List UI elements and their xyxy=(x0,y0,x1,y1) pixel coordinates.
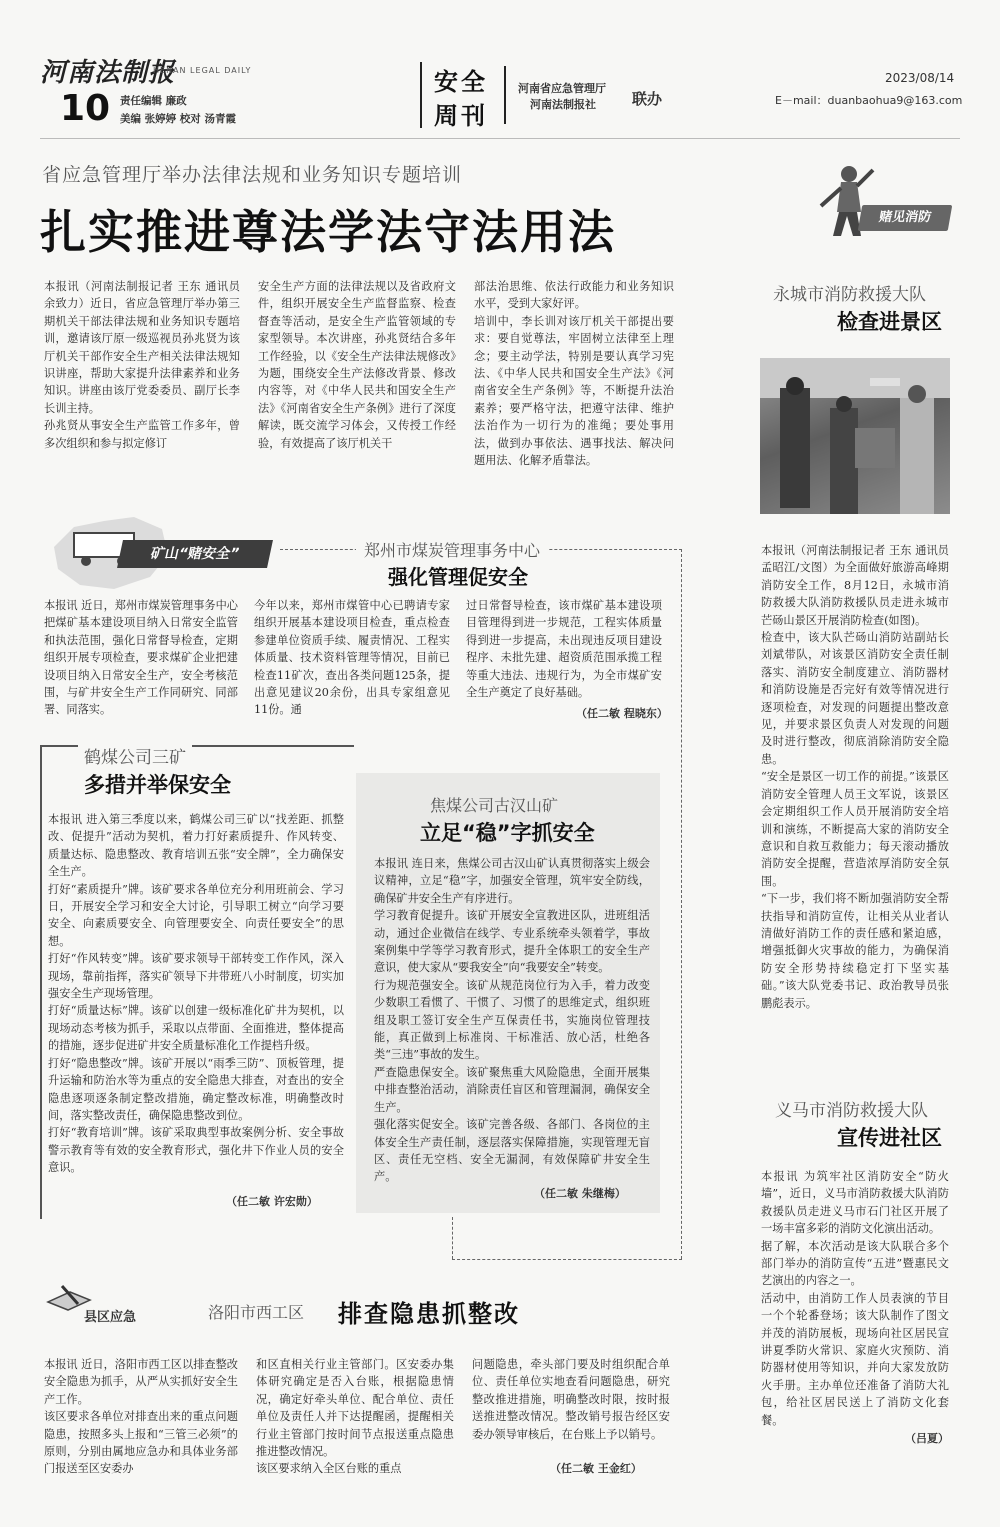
county-col-3: 问题隐患，牵头部门要及时组织配合单位、责任单位实地查看问题隐患，研究整改推进措施，明确整改时限，按时报送推进整改情况。整改销号报告经区安委办领导审核后，在台账上予以销号。 xyxy=(472,1358,670,1441)
mine-story2-headline: 多措并举保安全 xyxy=(84,773,231,797)
mine-story2-author: （任二敏 许宏勋） xyxy=(226,1195,318,1208)
partner-1: 河南省应急管理厅 xyxy=(518,82,606,95)
county-org: 洛阳市西工区 xyxy=(208,1303,305,1322)
email: E－mail：duanbaohua9@163.com xyxy=(775,94,963,107)
section-divider xyxy=(420,62,422,128)
mine-dashed-frame-right xyxy=(681,549,682,1259)
fire-story1-headline: 检查进景区 xyxy=(837,310,942,334)
mine-story1-author: （任二敏 程晓东） xyxy=(576,707,668,720)
mine-story1-org: 郑州市煤炭管理事务中心 xyxy=(356,538,548,561)
mine-badge: 矿山“赌安全” xyxy=(117,540,273,568)
section-title-2: 周刊 xyxy=(434,102,488,130)
main-col-1: 本报讯（河南法制报记者 王东 通讯员 余致力）近日，省应急管理厅举办第三期机关干部法律法规和业务知识专题培训，邀请该厅原一级巡视员孙兆贤为该厅机关干部作安全生产相关法律法规知识讲座，帮助大家提升法律素养和业务知识。讲座由该厅党委委员、副厅长李长训主持。 孙兆贤从事安全生产监管工作多年，曾多次组织和参与拟定修订 xyxy=(44,280,240,450)
fire-story2-text: 本报讯 为筑牢社区消防安全“防火墙”，近日，义马市消防救援大队消防救援队员走进义马市石门社区开展了一场丰富多彩的消防文化演出活动。 据了解，本次活动是该大队联合多个部门举办的消防宣传“五进”暨惠民文艺演出的内容之一。 活动中，由消防工作人员表演的节目一个个轮番登场；该大队制作了图文并茂的消防展板，现场向社区居民宣讲夏季防火常识、家庭火灾预防、消防器材使用等知识，并向大家发放防火手册。主办单位还准备了消防大礼包，给社区居民送上了消防文化套餐。 xyxy=(761,1170,949,1427)
county-region xyxy=(40,1270,740,1510)
masthead-rule xyxy=(40,138,960,139)
main-col-3: 部法治思维、依法行政能力和业务知识水平，受到大家好评。 培训中，李长训对该厅机关干部提出要求：要自觉尊法，牢固树立法律至上理念；要主动学法，特别是要认真学习宪法、《中华人民共和国安全生产法》《河南省安全生产条例》等，不断提升法治素养；要严格守法，把遵守法律、维护法治作为一切行为的准绳；要处事用法，做到办事依法、遇事找法、解决问题用法、化解矛盾靠法。 xyxy=(474,280,674,468)
fire-story1-text: 本报讯（河南法制报记者 王东 通讯员 孟昭江/文图）为全面做好旅游高峰期消防安全工作，8月12日，永城市消防救援大队消防救援队员走进永城市芒砀山景区开展消防检查(如图)。 检查中，该大队芒砀山消防站副站长刘斌带队，对该景区消防安全责任制落实、消防安全制度建立、消防器材和消防设施是否完好有效等情况进行逐项检查，对发现的问题提出整改意见，并要求景区负责人对发现的问题及时进行整改，彻底消除消防安全隐患。 “安全是景区一切工作的前提。”该景区消防安全管理人员王文军说，该景区会定期组织工作人员开展消防安全培训和演练，不断提高大家的消防安全意识和自救互救能力；每天滚动播放消防安全提醒，营造浓厚消防安全氛围。 “下一步，我们将不断加强消防安全帮扶指导和消防宣传，让相关从业者认清做好消防工作的责任感和紧迫感，增强抵御火灾事故的能力，为确保消防安全形势持续稳定打下坚实基础。”该大队党委书记、政治教导员张鹏彪表示。 xyxy=(761,544,949,1010)
county-col-2: 和区直相关行业主管部门。区安委办集体研究确定是否入台账，根据隐患情况，确定好牵头单位、配合单位、责任单位及责任人并下达提醒函，提醒相关行业主管部门按时间节点报送重点隐患推进整改情况。 该区要求纳入全区台账的重点 xyxy=(256,1358,454,1476)
main-kicker: 省应急管理厅举办法律法规和业务知识专题培训 xyxy=(42,164,463,186)
mine-story3-text: 本报讯 连日来，焦煤公司古汉山矿认真贯彻落实上级会议精神，立足“稳”字，加强安全管理，筑牢安全防线，确保矿井安全生产有序进行。 学习教育促提升。该矿开展安全宣教进区队，进班组活动，通过企业微信在线学、专业系统牵头领着学，事故案例集中学等学习教育形式，提升全体职工的安全生产意识，使大家从“要我安全”向“我要安全”转变。 行为规范强安全。该矿从规范岗位行为入手，着力改变少数职工看惯了、干惯了、习惯了的思维定式，组织班组及职工签订安全生产互保责任书，实施岗位管理技能，真正做到上标准岗、干标准活、放心活，杜绝各类“三违”事故的发生。 严查隐患保安全。该矿聚焦重大风险隐患，全面开展集中排查整治活动，消除责任盲区和管理漏洞，确保安全生产。 强化落实促安全。该矿完善各级、各部门、各岗位的主体安全生产责任制，逐层落实保障措施，实现管理无盲区、责任无空档、安全无漏洞，有效保障矿井安全生产。 xyxy=(374,857,650,1184)
mine-story2-text: 本报讯 进入第三季度以来，鹤煤公司三矿以“找差距、抓整改、促提升”活动为契机，着力打好素质提升、作风转变、质量达标、隐患整改、教育培训五张“安全牌”，全力确保安全生产。 打好“素质提升”牌。该矿要求各单位充分利用班前会、学习日，开展安全学习和安全大讨论，引导职工树立“向学习要安全、向素质要安全、向管理要安全、向责任要安全”的思想。 打好“作风转变”牌。该矿要求领导干部转变工作作风，深入现场，靠前指挥，落实矿领导下井带班八小时制度，切实加强安全生产现场管理。 打好“质量达标”牌。该矿以创建一级标准化矿井为契机，以现场动态考核为抓手，采取以点带面、全面推进，整体提高的措施，逐步促进矿井安全质量标准化工作提档升级。 打好“隐患整改”牌。该矿开展以“雨季三防”、顶板管理，提升运输和防治水等为重点的安全隐患大排查，对查出的安全隐患逐项逐条制定整改措施，确定整改标准，明确整改时间，落实整改责任，确保隐患整改到位。 打好“教育培训”牌。该矿采取典型事故案例分析、安全事故警示教育等有效的安全教育形式，强化井下作业人员的安全意识。 xyxy=(48,813,344,1175)
mine-region xyxy=(40,505,740,1265)
section-title-1: 安全 xyxy=(434,68,488,96)
editor-line-2: 美编 张婷婷 校对 汤青霞 xyxy=(120,113,236,125)
editor-line-1: 责任编辑 廉政 xyxy=(120,95,187,107)
fire-story2-author: （吕夏） xyxy=(905,1432,949,1445)
issue-date: 2023/08/14 xyxy=(885,71,955,85)
main-col-2: 安全生产方面的法律法规以及省政府文件，组织开展安全生产监督监察、检查督查等活动，是安全生产监管领域的专家型领导。本次讲座，孙兆贤结合多年工作经验，以《安全生产法律法规修改》为题，围绕安全生产法修改背景、修改内容等，对《中华人民共和国安全生产法》《河南省安全生产条例》进行了深度解读，既交流学习体会，又传授工作经验，有效提高了该厅机关干 xyxy=(258,280,456,450)
fire-story2-org: 义马市消防救援大队 xyxy=(775,1101,928,1121)
masthead xyxy=(0,0,1000,140)
county-headline: 排查隐患抓整改 xyxy=(338,1300,520,1328)
mine-story1-col-2: 今年以来，郑州市煤管中心已聘请专家组织开展基本建设项目检查，重点检查参建单位资质手续、履责情况、工程实体质量、技术资料管理等情况，目前已检查11矿次，查出各类问题125条，提出意见建议20余份，出具专家组意见11份。通 xyxy=(254,599,450,717)
mine-story1-col-3: 过日常督导检查，该市煤矿基本建设项目管理得到进一步规范，工程实体质量得到进一步提高，未出现违反项目建设程序、未批先建、超资质范围承揽工程等重大违法、违规行为，为全市煤矿安全生产奠定了良好基础。 xyxy=(466,599,662,700)
mine-dashed-bottom xyxy=(452,1259,682,1260)
fire-story1-org: 永城市消防救援大队 xyxy=(773,285,926,305)
main-headline: 扎实推进尊法学法守法用法 xyxy=(40,205,616,259)
county-badge: 县区应急 xyxy=(84,1310,137,1325)
county-col-1: 本报讯 近日，洛阳市西工区以排查整改安全隐患为抓手，从严从实抓好安全生产工作。 该区要求各单位对排查出来的重点问题隐患，按照多头上报和“三管三必须”的原则，分别由属地应急办和具体业务部门报送至区安委办 xyxy=(44,1358,238,1476)
mine-story1-col-1: 本报讯 近日，郑州市煤炭管理事务中心把煤矿基本建设项目纳入日常安全监管和执法范围，强化日常督导检查，定期组织开展专项检查，要求煤矿企业把建设项目纳入日常安全生产，安全考核范围，与矿井安全生产工作同研究、同部署、同落实。 xyxy=(44,599,238,717)
fire-section xyxy=(755,150,965,1480)
mine-story2-org: 鹤煤公司三矿 xyxy=(78,743,192,768)
fire-story2-headline: 宣传进社区 xyxy=(837,1126,942,1150)
section-divider-2 xyxy=(504,66,506,124)
mine-dashed-bottom-left xyxy=(452,1217,453,1259)
county-author: （任二敏 王金红） xyxy=(550,1462,642,1475)
fire-photo xyxy=(760,358,950,514)
newspaper-logo-en: HENAN LEGAL DAILY xyxy=(153,66,252,75)
mine-story3-headline: 立足“稳”字抓安全 xyxy=(420,821,595,845)
partner-2: 河南法制报社 xyxy=(530,98,596,111)
mine-story1-headline: 强化管理促安全 xyxy=(388,565,528,589)
page-number: 10 xyxy=(60,88,111,129)
newspaper-logo: 河南法制报 xyxy=(40,58,176,88)
mine-story3-org: 焦煤公司古汉山矿 xyxy=(430,796,559,815)
fire-badge: 赌见消防 xyxy=(858,205,953,231)
joint-label: 联办 xyxy=(632,90,663,108)
mine-story3-author: （任二敏 朱继梅） xyxy=(534,1187,626,1200)
